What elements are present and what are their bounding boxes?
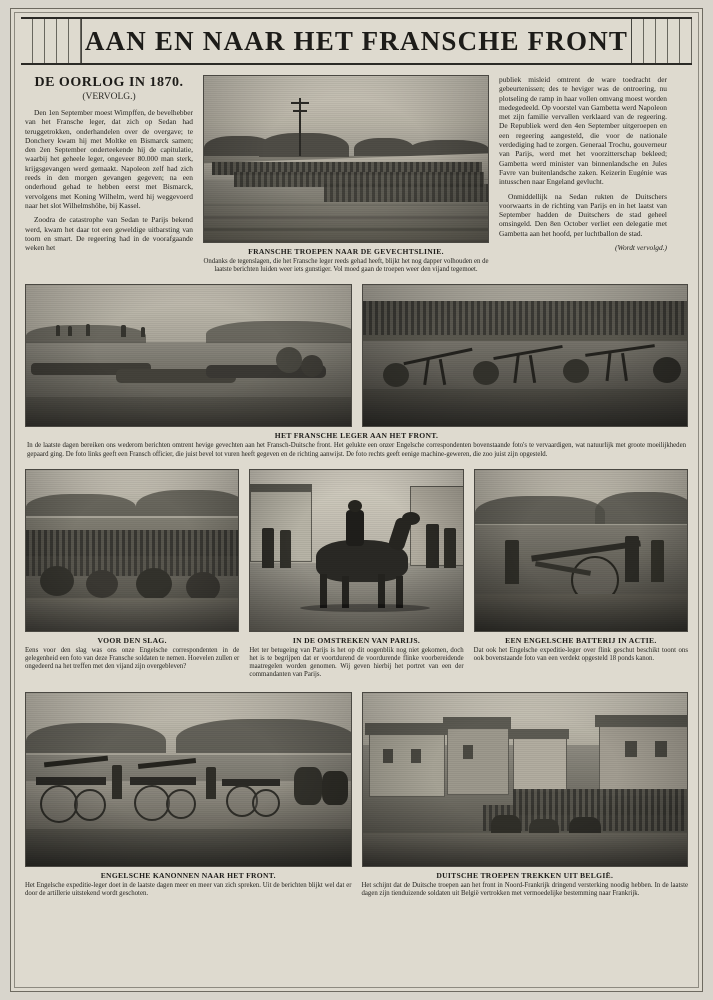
masthead-hatch-left: [21, 19, 82, 63]
photo-block-right: [362, 284, 689, 427]
page-sheet: [10, 8, 703, 992]
masthead-hatch-right: [631, 19, 692, 63]
photo-caption-text: Het Engelsche expeditie-leger doet in de laatste dagen meer en meer van zich spreken. Uit de berichten blijkt wel dat er door de artillerie uitstekend wordt geschoten.: [25, 881, 352, 897]
photo-block-left: [25, 284, 352, 427]
band-caption-text: In de laatste dagen bereiken ons wederom berichten omtrent hevige gevechten aan het Fransch-Duitsche front. Het gelukte een onzer Engelsche correspondenten bovenstaande foto's te vervaardigen, wat natuurlijk met groote moeilijkheden gepaard ging. De foto links geeft een Fransch officier, die juist bevel tot vuren heeft gegeven en de richting aanwijst. De foto rechts geeft eenige machine-geweren, die zoo juist zijn opgesteld.: [27, 442, 686, 458]
photo-block-english-guns: [25, 692, 352, 898]
page-content: [25, 75, 688, 898]
top-photo-block: [203, 75, 489, 274]
photo-caption-title: DUITSCHE TROEPEN TREKKEN UIT BELGIË.: [436, 870, 614, 880]
photo-commander-on-horseback: [249, 469, 463, 632]
photo-block-english-battery: [474, 469, 688, 680]
top-row: [25, 75, 688, 274]
photo-caption-text: Eens voor den slag was ons onze Engelsche correspondenten in de gelegenheid een foto van deze Fransche soldaten te nemen. Hoevelen zullen er ongedeerd na het treffen met den vijand zijn overgebleven?: [25, 646, 240, 671]
photo-block-near-paris: [249, 469, 463, 680]
photo-french-officer-directing-fire: [25, 284, 352, 427]
photo-caption-title: FRANSCHE TROEPEN NAAR DE GEVECHTSLINIE.: [248, 247, 444, 256]
article-paragraph: Den 1en September moest Wimpffen, de bevelhebber van het Fransche leger, dat zich op Sedan had teruggetrokken, onderhandelen over de overgave; te Donchery kwam hij met Moltke en Bismarck samen; den 2en September onderteekende hij de capitulatie, waarbij het geheele leger, ongeveer 80.000 man sterk, krijgsgevangen werd gemaakt. Napoleon zelf had zich reeds in den morgen gevangen gegeven; na een onderhoud gehad te hebben eerst met Bismarck, vervolgens met Koning Wilhelm, werd hij weggevoerd naar het slot Wilhelmshöhe, bij Kassel.: [25, 108, 193, 210]
photo-block-before-battle: [25, 469, 239, 680]
photo-block-german-troops: [362, 692, 689, 898]
photo-before-the-battle: [25, 469, 239, 632]
photo-caption-text: Het schijnt dat de Duitsche troepen aan het front in Noord-Frankrijk dringend versterking noodig hebben. In de laatste dagen zijn tienduizende soldaten uit België vertrokken met vermoedelijke bestemming naar Frankrijk.: [361, 881, 688, 897]
article-paragraph: Onmiddellijk na Sedan rukten de Duitschers voorwaarts in de richting van Parijs en in het laatst van September hadden de Duitschers de stad geheel omsingeld. Den 8en October verliet een delegatie met Gambetta aan het hoofd, per luchtballon de stad.: [499, 191, 667, 238]
article-paragraph: Zoodra de catastrophe van Sedan te Parijs bekend werd, kwam het daar tot een geweldige uitbarsting van toorn en smart. De regeering had in de voorafgaande weken het: [25, 215, 193, 253]
bottom-photo-row: [25, 692, 688, 898]
article-subheading: (VERVOLG.): [82, 92, 136, 102]
photo-caption-title: EEN ENGELSCHE BATTERIJ IN ACTIE.: [505, 635, 657, 645]
front-photo-band: [25, 284, 688, 427]
article-paragraph: publiek misleid omtrent de ware toedracht der gebeurtenissen; des te heviger was de ontroering, nu plotseling de ramp in haar vollen omvang moest worden medegedeeld. Op voorstel van Gambetta werd Napoleon met zijn familie vervallen verklaard van de regeering. De Republiek werd den 4en September uitgeroepen en een regeering aangesteld, die voor de nationale verdediging had te zorgen. Generaal Trochu, gouverneur van Parijs, werd met het voorzitterschap bekleed; Gambetta werd minister van binnenlandsche en Jules Favre van buitenlandsche zaken. Keizerin Eugénie was intusschen naar Engeland gevlucht.: [499, 75, 667, 187]
photo-caption-text: Dat ook het Engelsche expeditie-leger over flink geschut beschikt toont ons ook bovenstaande foto van een verdekt opgesteld 18 ponds kanon.: [473, 646, 688, 663]
article-left-column: [25, 75, 193, 274]
article-signature: (Wordt vervolgd.): [615, 243, 667, 253]
article-right-column: [499, 75, 667, 274]
photo-english-guns-to-front: [25, 692, 352, 867]
photo-caption-title: VOOR DEN SLAG.: [97, 635, 167, 645]
article-heading: DE OORLOG IN 1870.: [34, 75, 184, 90]
photo-caption-title: ENGELSCHE KANONNEN NAAR HET FRONT.: [100, 870, 276, 880]
photo-french-troops-to-front: [203, 75, 489, 243]
photo-german-troops-leaving-belgium: [362, 692, 689, 867]
photo-machine-guns-emplaced: [362, 284, 689, 427]
middle-photo-row: [25, 469, 688, 680]
photo-caption-text: Ondanks de tegenslagen, die het Fransche leger reeds gehad heeft, blijkt het nog dapper volhouden en de laatste berichten luiden weer iets gunstiger. Vol moed gaan de troepen weer den vijand tegemoet.: [203, 258, 489, 274]
photo-caption-title: IN DE OMSTREKEN VAN PARIJS.: [292, 635, 421, 645]
photo-english-battery-in-action: [474, 469, 688, 632]
masthead: [21, 17, 692, 65]
band-caption-title: HET FRANSCHE LEGER AAN HET FRONT.: [274, 431, 439, 441]
photo-caption-text: Het ter betugeing van Parijs is het op dit oogenblik nog niet gekomen, doch het is te begrijpen dat er voortdurend de voordurende flinke voorbereidende maatregelen worden genomen. Wij geven hierbij het portret van een der commandanten van Parijs.: [249, 646, 464, 679]
page-title: AAN EN NAAR HET FRANSCHE FRONT: [84, 25, 629, 56]
